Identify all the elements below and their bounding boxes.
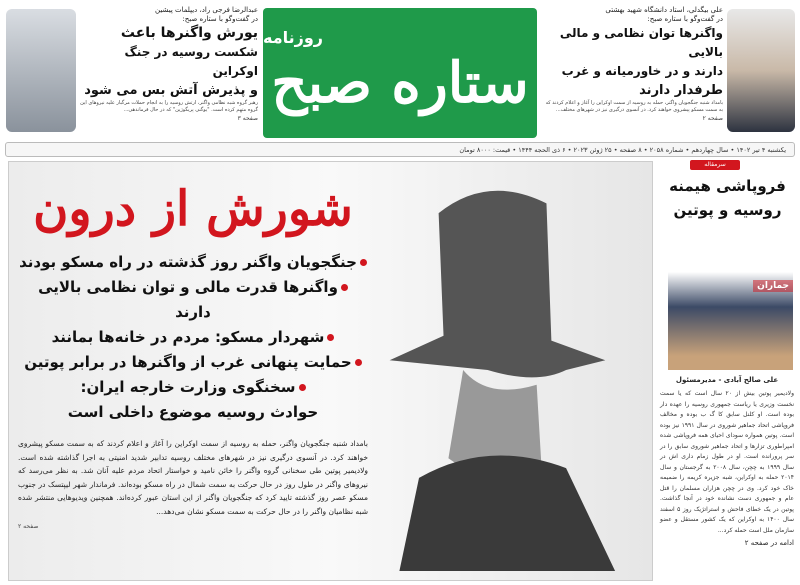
left-page-ref[interactable]: صفحه ۳ xyxy=(237,115,258,122)
left-story-photo xyxy=(6,9,76,132)
editorial-continued[interactable]: ادامه در صفحه ۲ xyxy=(744,539,794,547)
main-page-ref[interactable]: صفحه ۲ xyxy=(18,523,39,530)
right-headline-3: طرفدار دارند xyxy=(639,83,723,98)
bullet-item: شهردار مسکو: مردم در خانه‌ها بمانند xyxy=(18,325,368,350)
main-body: بامداد شنبه جنگجویان واگنر، حمله به روسیه از سمت اوکراین را آغاز و اعلام کردند که به سمت مسکو پیشروی خواهند کرد. در آنسوی درگیری نیز در شهرهای مختلف روسیه تدابیر شدید امنیتی به اجرا گذاشته شده است. ولادیمیر پوتین طی سخنانی گروه واگنر را خائن نامید و خواستار اتحاد مردم علیه آنان شد. به نظر می‌رسد که نیروهای واگنر در طول روز در حال حرکت به سمت شمال در راه مسکو بوده‌اند. فرماندار شهر لیپتسک در جنوب مسکو عصر روز گذشته تایید کرد که جنگجویان واگنر از این استان عبور کرده‌اند. همچنین ویدیوهایی منتشر شده شبه نظامیان واگنر را در حال حرکت به سمت مسکو نشان می‌دهد... xyxy=(18,439,368,516)
bullet-dot-icon xyxy=(299,384,306,391)
left-kicker: عبدالرضا فرجی راد، دیپلمات پیشین xyxy=(155,6,258,14)
left-headline-2: شکست روسیه در جنگ اوکراین xyxy=(124,45,258,78)
bullet-dot-icon xyxy=(341,284,348,291)
left-summary: رهبر گروه شبه نظامی واگنر، ارتش روسیه را به انجام حملات مرگبار علیه نیروهای این گروه متهم کرده است. "یوگنی پریگوژین" که در حال فرماندهی... xyxy=(80,100,258,113)
bullet-dot-icon xyxy=(360,259,367,266)
masthead-label: روزنامه xyxy=(263,28,323,47)
watermark: جماران xyxy=(753,280,793,292)
editorial-photo xyxy=(668,230,793,370)
editorial-tag: سرمقاله xyxy=(690,160,740,170)
main-story-column xyxy=(18,178,368,531)
bullet-item: جنگجویان واگنر روز گذشته در راه مسکو بودند xyxy=(18,250,368,275)
right-story[interactable] xyxy=(541,6,723,123)
main-headline: شورش از درون xyxy=(33,181,353,237)
editorial-column xyxy=(660,376,794,548)
right-page-ref[interactable]: صفحه ۲ xyxy=(702,115,723,122)
editorial-headline-2: روسیه و پوتین xyxy=(673,201,782,219)
editorial-headline[interactable] xyxy=(660,174,795,222)
editorial-body: ولادیمیر پوتین بیش از ۲۰ سال است که یا سمت نخست وزیری یا ریاست جمهوری روسیه را عهده دار بوده است. او کلنل سابق کا گ ب بوده و مخالف فروپاشی اتحاد جماهیر شوروی در سال ۱۹۹۱ نیز بوده است. پوتین همواره سودای احیای همه فروپاشی شده امپراطوری تزارها و اتحاد جماهیر شوروی سابق را در سر پرورانده است. او در طول زمام داری اش در سال ۱۹۹۹ به چچن، سال ۲۰۰۸ به گرجستان و سال ۲۰۱۴ حمله به اوکراین، شبه جزیره کریمه را ضمیمه خاک خود کرد. وی در چچن هزاران مسلمان را قتل عام و جمهوری دست نشانده خود در آنجا گذاشت. پوتین در یک خطای فاحش و استراتژیک روز ۵ اسفند سال ۱۴۰۰ به اوکراین که یک کشور مستقل و عضو سازمان ملل است حمله کرد... xyxy=(660,390,795,534)
right-summary: بامداد شنبه جنگجویان واگنر، حمله به روسیه از سمت اوکراین را آغاز و اعلام کردند که به سمت مسکو پیشروی خواهند کرد. در آنسوی درگیری نیز در شهرهای مختلف... xyxy=(545,100,723,113)
main-bullets xyxy=(18,250,368,425)
bullet-item: حمایت پنهانی غرب از واگنرها در برابر پوتین xyxy=(18,350,368,375)
masthead-logo xyxy=(263,8,537,138)
dateline: یکشنبه ۴ تیر ۱۴۰۲ • سال چهاردهم • شماره ۲۰۵۸ • ۸ صفحه • ۲۵ ژوئن ۲۰۲۳ • ۶ ذی الحجه ۱۴۴۴ • قیمت: ۸۰۰۰ تومان xyxy=(5,142,795,157)
masthead-name: ستاره صبح xyxy=(271,50,529,116)
bullet-item-cont: حوادث روسیه موضوع داخلی است xyxy=(67,403,319,421)
right-kicker: علی بیگدلی، استاد دانشگاه شهید بهشتی xyxy=(605,6,723,14)
left-headline-1: یورش واگنرها باعث xyxy=(120,25,258,41)
right-headline-2: دارند و در خاورمیانه و غرب xyxy=(561,64,723,78)
bullet-item: واگنرها قدرت مالی و توان نظامی بالایی دارند xyxy=(18,275,368,325)
right-headline-1: واگنرها توان نظامی و مالی بالایی xyxy=(559,26,723,59)
bullet-dot-icon xyxy=(327,334,334,341)
bullet-dot-icon xyxy=(355,359,362,366)
left-story[interactable] xyxy=(80,6,258,123)
left-kicker-2: در گفت‌وگو با ستاره صبح: xyxy=(182,15,258,23)
right-story-photo xyxy=(727,9,795,132)
bullet-item: سخنگوی وزارت خارجه ایران: xyxy=(18,375,368,400)
gunman-illustration xyxy=(370,170,620,575)
left-headline-3: و پذیرش آتش بس می شود xyxy=(84,83,258,98)
editorial-author: علی صالح آبادی - مدیرمسئول xyxy=(675,376,779,384)
right-kicker-2: در گفت‌وگو با ستاره صبح: xyxy=(647,15,723,23)
editorial-headline-1: فروپاشی هیمنه xyxy=(669,177,786,195)
